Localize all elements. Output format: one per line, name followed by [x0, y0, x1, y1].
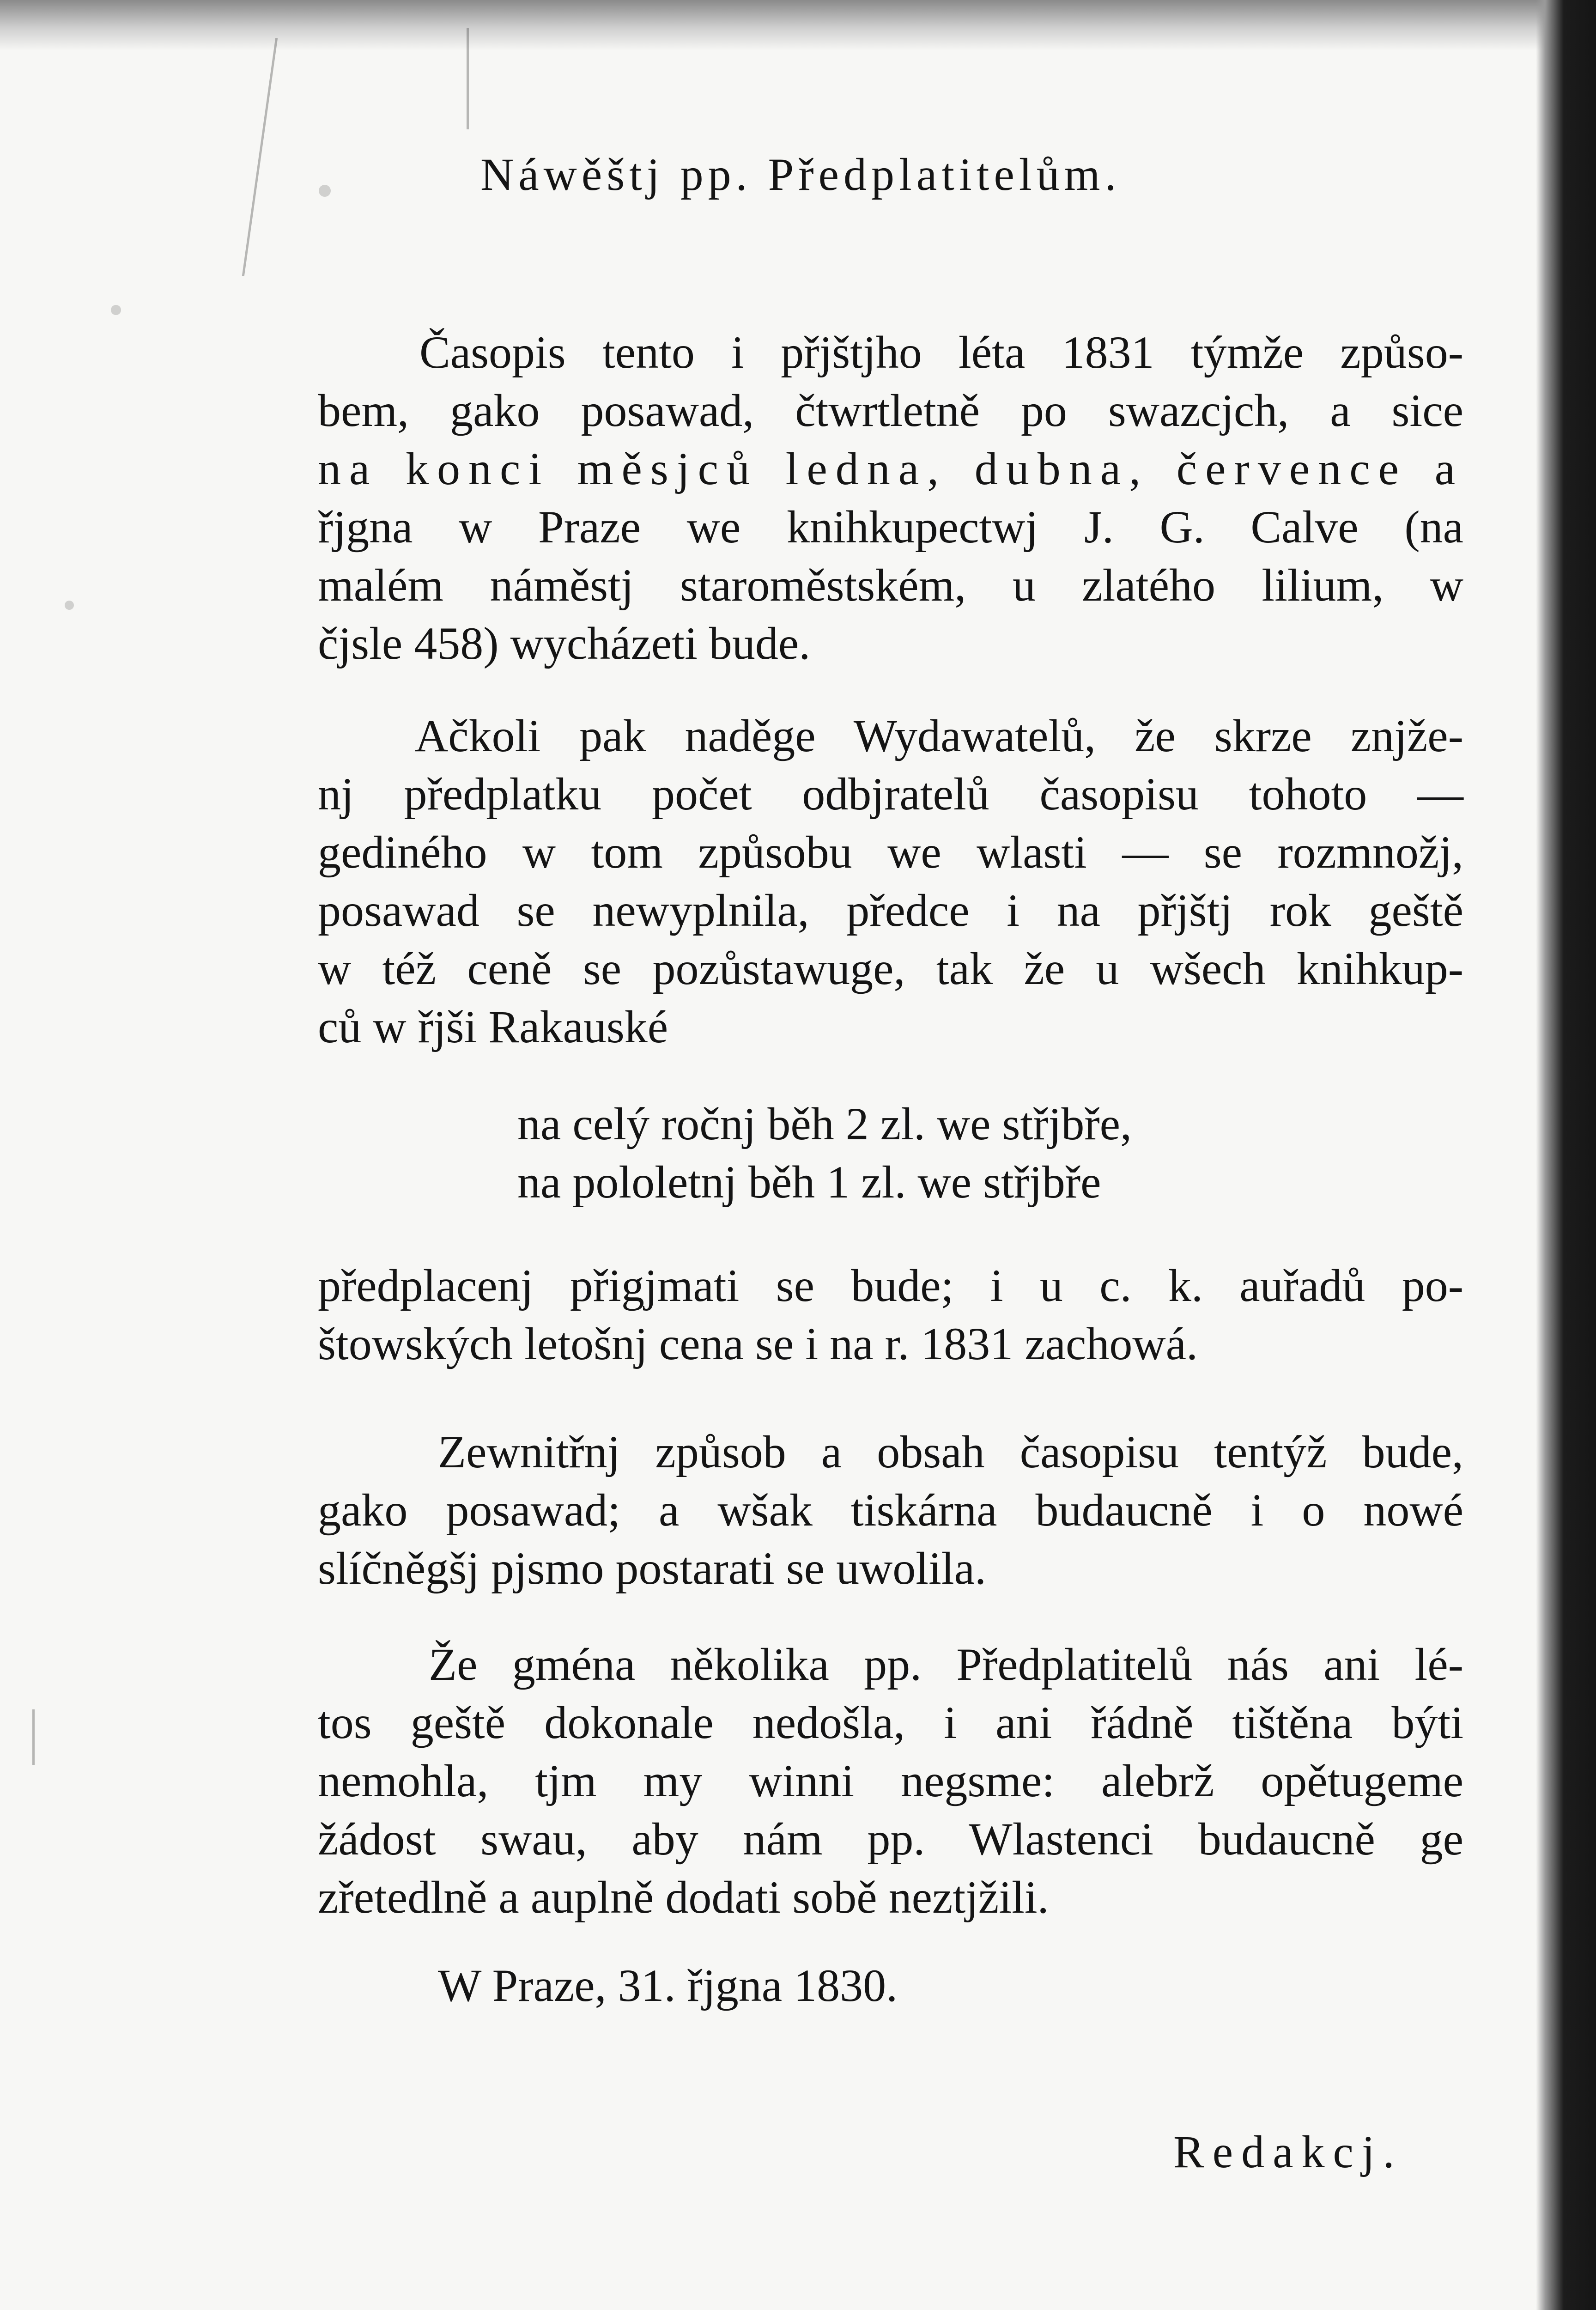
scan-mark — [242, 38, 278, 276]
text-line: zřetedlně a auplně dodati sobě neztjžili. — [318, 1872, 1049, 1923]
text-line: na konci měsjců ledna, dubna, července a — [318, 443, 1463, 494]
text-line: w též ceně se pozůstawuge, tak že u wšech knihkup- — [318, 943, 1463, 994]
text-line: malém náměstj staroměstském, u zlatého lilium, w — [318, 559, 1463, 611]
paragraph-5 — [318, 1423, 1463, 1598]
paragraph-4 — [318, 1257, 1463, 1373]
text-line: bem, gako posawad, čtwrtletně po swazcjch, a sice — [318, 385, 1463, 436]
text-line: Ačkoli pak naděge Wydawatelů, že skrze znjže- — [415, 710, 1463, 761]
text-line: štowských letošnj cena se i na r. 1831 zachowá. — [318, 1318, 1198, 1369]
text-line: Že gména několika pp. Předplatitelů nás ani lé- — [429, 1639, 1463, 1690]
text-line: předplacenj přigjmati se bude; i u c. k. auřadů po- — [318, 1260, 1463, 1311]
text-line: Časopis tento i přjštjho léta 1831 týmže způso- — [419, 327, 1463, 378]
text-line: nemohla, tjm my winni negsme: alebrž opětugeme — [318, 1755, 1463, 1806]
price-line: na celý ročnj běh 2 zl. we střjbře, — [517, 1098, 1132, 1149]
scan-mark — [32, 1709, 35, 1765]
text-line: Zewnitřnj způsob a obsah časopisu tentýž bude, — [438, 1426, 1463, 1477]
text-line: gediného w tom způsobu we wlasti — se rozmnožj, — [318, 827, 1463, 878]
text-line: slíčněgšj pjsmo postarati se uwolila. — [318, 1543, 987, 1594]
ink-spot — [65, 601, 74, 610]
paragraph-6 — [318, 1635, 1463, 1927]
scan-right-edge — [1536, 0, 1596, 2310]
text-line: tos geště dokonale nedošla, i ani řádně tištěna býti — [318, 1697, 1463, 1748]
text-line: gako posawad; a wšak tiskárna budaucně i o nowé — [318, 1484, 1463, 1536]
text-line: čjsle 458) wycházeti bude. — [318, 618, 811, 669]
signature: Redakcj. — [1173, 2126, 1403, 2177]
scan-top-edge — [0, 0, 1596, 51]
text-line: nj předplatku počet odbjratelů časopisu tohoto — — [318, 768, 1463, 820]
ink-spot — [111, 305, 121, 315]
date-line: W Praze, 31. řjgna 1830. — [438, 1960, 898, 2011]
price-list — [517, 1095, 1256, 1211]
page-title: Náwěštj pp. Předplatitelům. — [480, 149, 1121, 200]
text-line: posawad se newyplnila, předce i na přjštj rok geště — [318, 885, 1463, 936]
text-line: řjgna w Praze we knihkupectwj J. G. Calve (na — [318, 501, 1463, 553]
scan-mark — [467, 28, 469, 129]
price-line: na pololetnj běh 1 zl. we střjbře — [517, 1156, 1101, 1208]
paragraph-2 — [318, 707, 1463, 1056]
ink-spot — [319, 185, 331, 197]
text-line: ců w řjši Rakauské — [318, 1001, 668, 1052]
text-line: žádost swau, aby nám pp. Wlastenci budaucně ge — [318, 1813, 1463, 1865]
paragraph-1 — [318, 323, 1463, 673]
